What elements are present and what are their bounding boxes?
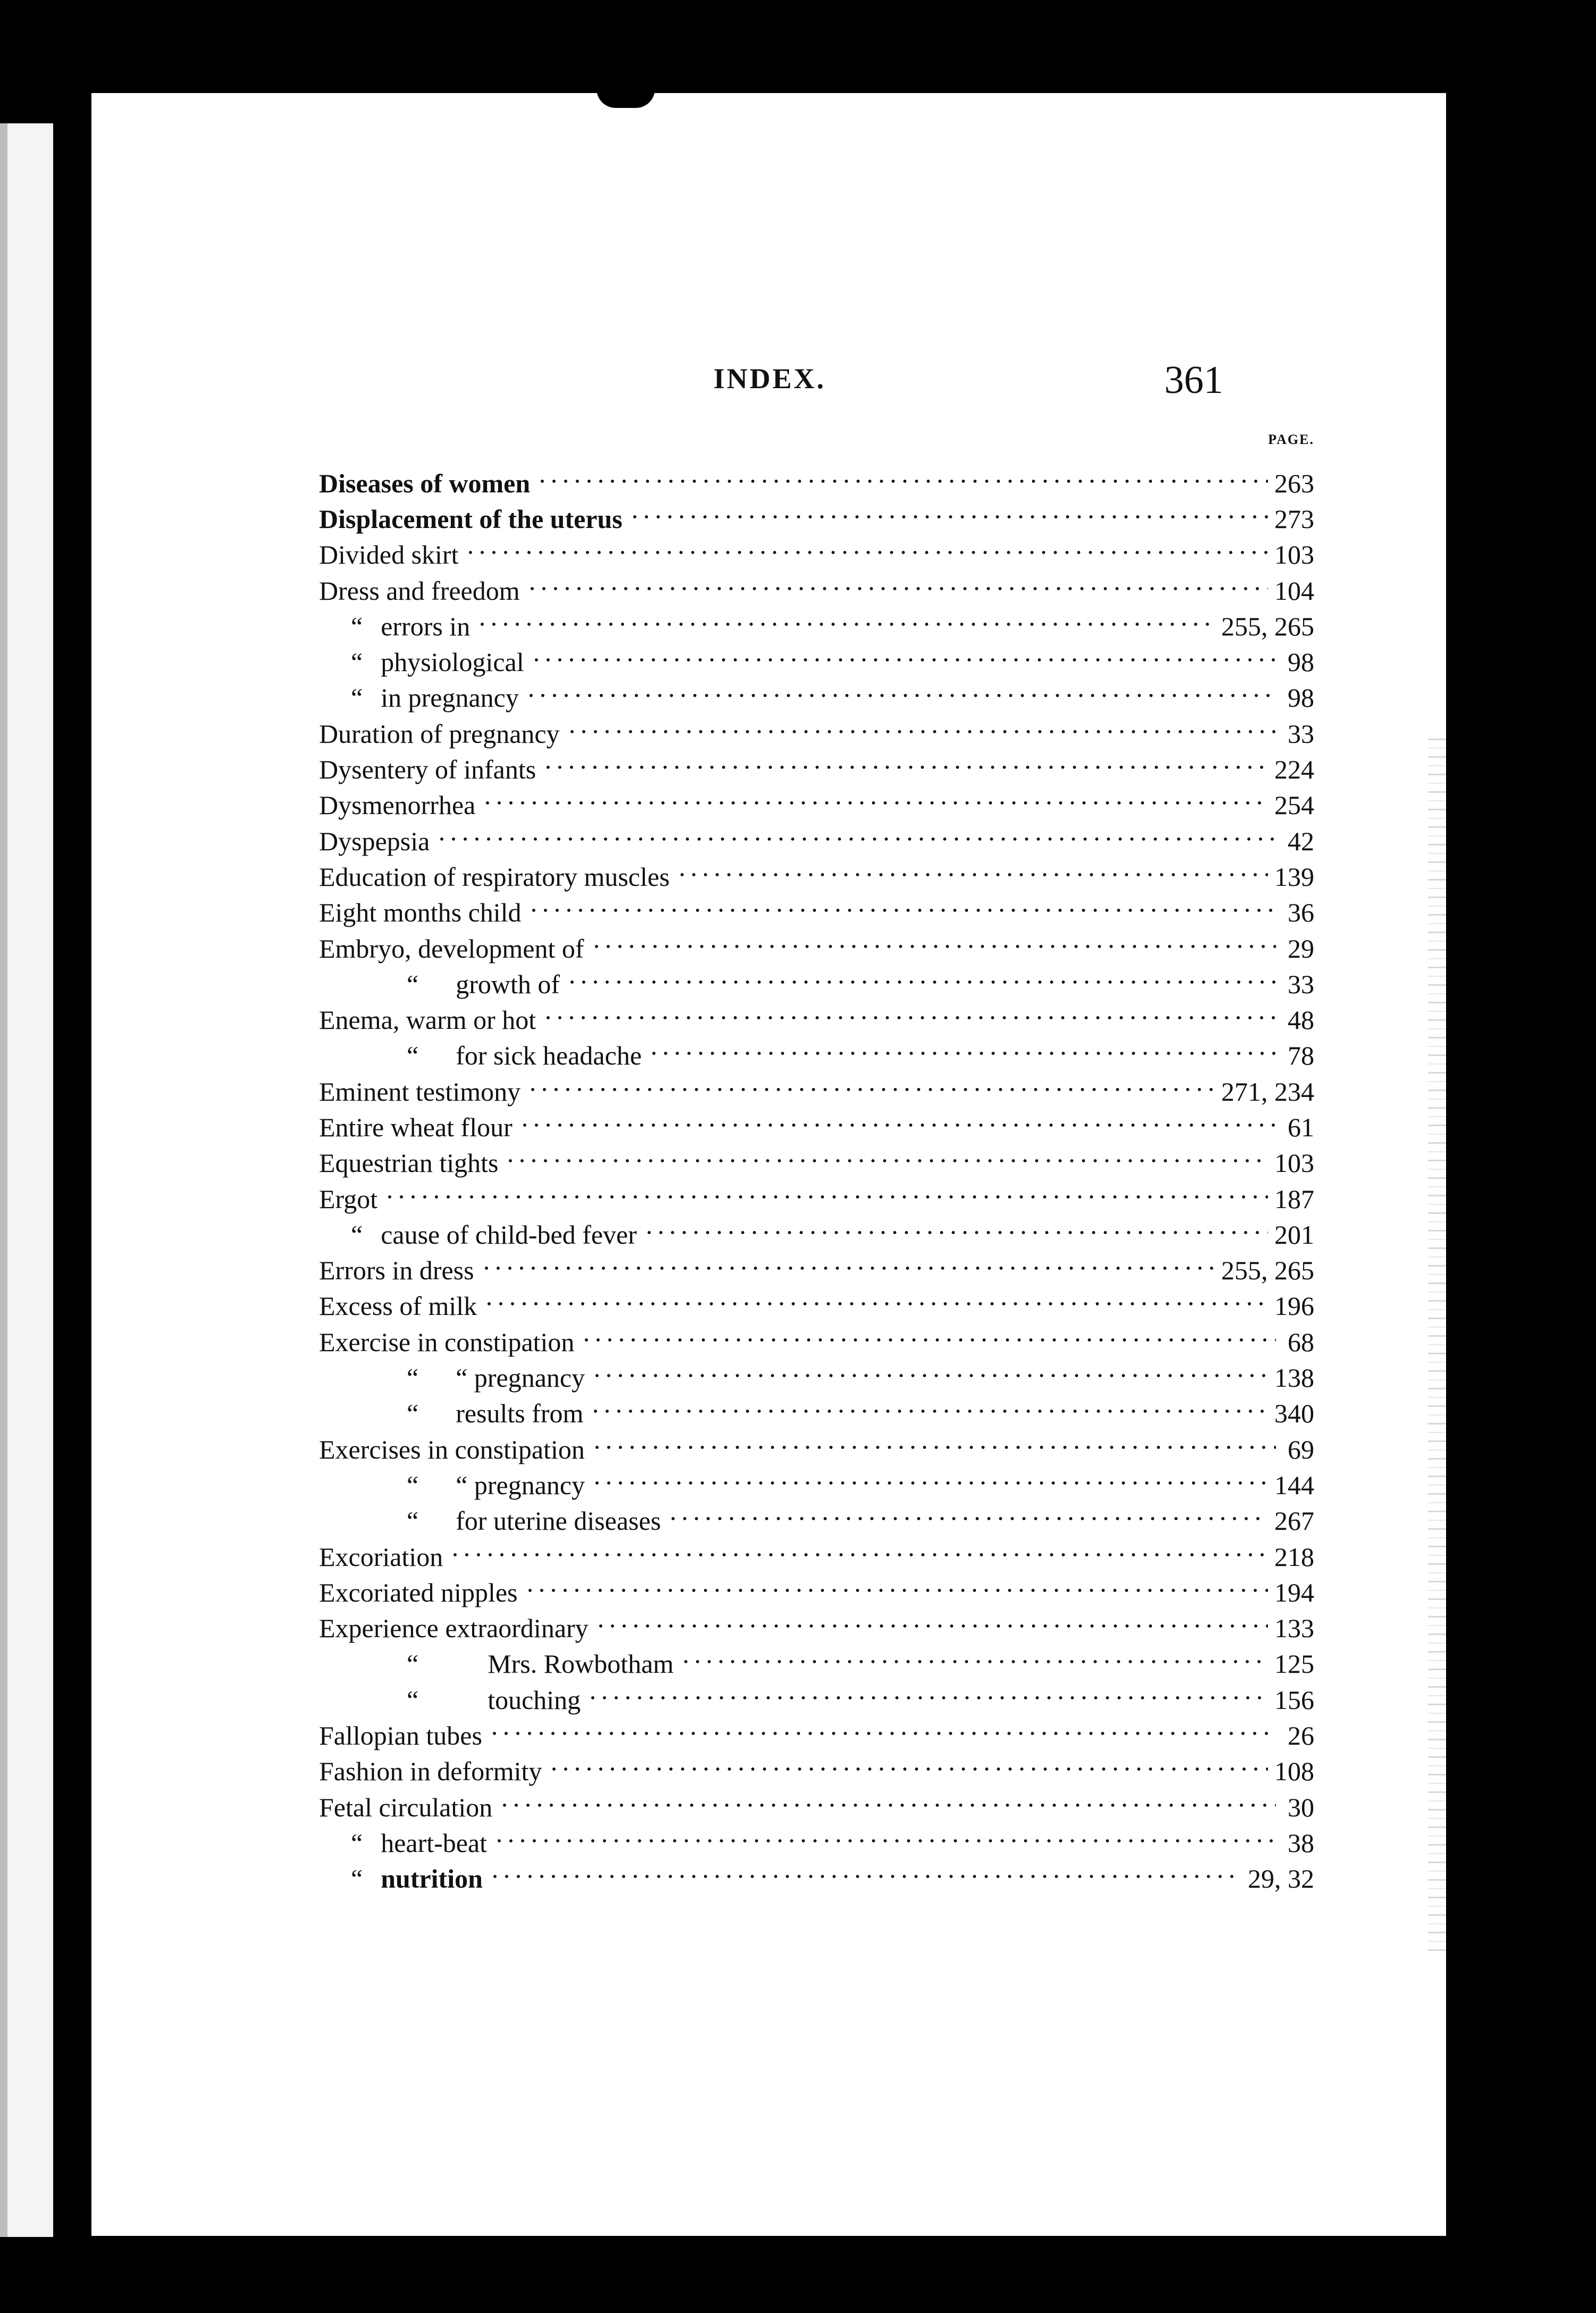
index-term: physiological [381, 647, 524, 677]
dot-leader [591, 1472, 1268, 1498]
index-term: nutrition [381, 1864, 483, 1894]
index-term: errors in [381, 611, 471, 641]
dot-leader [499, 1794, 1276, 1821]
index-entry [319, 751, 1314, 787]
index-entry [319, 1360, 1314, 1395]
index-entry [319, 1646, 1314, 1682]
dot-leader [489, 1865, 1241, 1892]
page-reference: 271, 234 [1221, 1076, 1314, 1107]
ditto-mark: “ [351, 1864, 363, 1894]
dot-leader [505, 1150, 1268, 1176]
index-term: growth of [456, 969, 560, 999]
dot-leader [493, 1830, 1276, 1856]
index-entry [319, 1574, 1314, 1610]
index-entry [319, 573, 1314, 608]
binding-mark [597, 89, 655, 108]
index-term: Mrs. Rowbotham [488, 1649, 674, 1679]
index-entry [319, 1109, 1314, 1145]
page-reference: 125 [1274, 1649, 1314, 1679]
index-entry [319, 1539, 1314, 1574]
page-reference: 194 [1274, 1577, 1314, 1607]
dot-leader [591, 935, 1276, 962]
index-entry-list [319, 465, 1314, 1897]
dot-leader [436, 828, 1276, 854]
index-entry [319, 1396, 1314, 1431]
page-reference: 42 [1288, 826, 1314, 856]
ditto-mark: “ [351, 683, 363, 713]
index-entry [319, 1717, 1314, 1753]
dot-leader [676, 864, 1268, 890]
ditto-mark: “ [351, 611, 363, 641]
index-entry [319, 1861, 1314, 1897]
index-entry [319, 465, 1314, 501]
index-entry [319, 931, 1314, 966]
index-entry [319, 716, 1314, 751]
index-entry [319, 1467, 1314, 1503]
page-reference: 69 [1288, 1434, 1314, 1464]
page-reference: 254 [1274, 790, 1314, 820]
index-entry [319, 644, 1314, 680]
index-entry [319, 1503, 1314, 1539]
ditto-mark: “ [407, 1041, 419, 1071]
index-term: Enema, warm or hot [319, 1005, 536, 1035]
dot-leader [542, 1007, 1276, 1033]
dot-leader [476, 613, 1215, 640]
page-reference: 138 [1274, 1363, 1314, 1393]
page-header [91, 358, 1446, 422]
page-reference: 218 [1274, 1541, 1314, 1572]
index-term: Eminent testimony [319, 1076, 521, 1107]
index-term: Experience extraordinary [319, 1613, 589, 1644]
dot-leader [519, 1114, 1276, 1141]
index-entry [319, 1789, 1314, 1825]
dot-leader [667, 1507, 1268, 1534]
dot-leader [643, 1221, 1268, 1248]
index-term: Dysmenorrhea [319, 790, 476, 820]
dot-leader [527, 1078, 1215, 1105]
page-number: 361 [1164, 358, 1223, 402]
index-term: Embryo, development of [319, 933, 584, 963]
index-term: Dress and freedom [319, 575, 520, 606]
index-term: results from [456, 1398, 584, 1429]
index-term: Diseases of women [319, 468, 531, 498]
dot-leader [528, 899, 1276, 926]
page-reference: 273 [1274, 504, 1314, 534]
index-term: Duration of pregnancy [319, 718, 560, 749]
index-entry [319, 1002, 1314, 1037]
index-term: Entire wheat flour [319, 1112, 513, 1142]
dot-leader [629, 506, 1268, 532]
index-entry [319, 1288, 1314, 1324]
index-term: in pregnancy [381, 683, 519, 713]
index-term: Dysentery of infants [319, 755, 536, 785]
index-term: Education of respiratory muscles [319, 861, 670, 892]
index-entry [319, 787, 1314, 823]
dot-leader [581, 1329, 1276, 1355]
index-term: touching [488, 1685, 581, 1715]
index-entry [319, 1038, 1314, 1074]
index-term: Excoriation [319, 1541, 443, 1572]
index-term: Fetal circulation [319, 1792, 493, 1822]
page-reference: 201 [1274, 1219, 1314, 1250]
adjacent-page-edge [0, 123, 53, 2237]
page-reference: 29 [1288, 933, 1314, 963]
dot-leader [465, 541, 1268, 568]
page-reference: 33 [1288, 969, 1314, 999]
running-title: INDEX. [713, 363, 826, 395]
index-term: for uterine diseases [456, 1506, 661, 1536]
index-term: cause of child-bed fever [381, 1219, 637, 1250]
index-entry [319, 895, 1314, 931]
page-reference: 29, 32 [1248, 1864, 1314, 1894]
dot-leader [590, 1400, 1268, 1427]
index-term: Fallopian tubes [319, 1721, 482, 1751]
ditto-mark: “ [407, 1470, 419, 1500]
page-reference: 187 [1274, 1184, 1314, 1214]
index-term: Exercise in constipation [319, 1327, 575, 1357]
index-term: Fashion in deformity [319, 1756, 542, 1787]
index-term: Eight months child [319, 898, 522, 928]
index-term: heart-beat [381, 1828, 488, 1858]
page-reference: 104 [1274, 575, 1314, 606]
index-entry [319, 1611, 1314, 1646]
ditto-mark: “ [407, 1649, 419, 1679]
dot-leader [566, 720, 1276, 747]
ditto-mark: “ [407, 1363, 419, 1393]
index-entry [319, 1324, 1314, 1360]
index-entry [319, 1682, 1314, 1717]
dot-leader [591, 1436, 1276, 1463]
ditto-mark: “ [407, 1685, 419, 1715]
dot-leader [566, 971, 1276, 998]
dot-leader [548, 1758, 1268, 1784]
dot-leader [489, 1722, 1276, 1749]
page-reference: 108 [1274, 1756, 1314, 1787]
page-reference: 26 [1288, 1721, 1314, 1751]
index-entry [319, 1825, 1314, 1861]
page-reference: 196 [1274, 1291, 1314, 1321]
dot-leader [680, 1650, 1268, 1677]
dot-leader [536, 470, 1268, 497]
dot-leader [481, 1257, 1215, 1284]
dot-leader [525, 684, 1276, 711]
page-reference: 38 [1288, 1828, 1314, 1858]
page-reference: 263 [1274, 468, 1314, 498]
dot-leader [483, 1293, 1268, 1319]
ditto-mark: “ [407, 1398, 419, 1429]
page-reference: 33 [1288, 718, 1314, 749]
page-reference: 103 [1274, 1148, 1314, 1178]
index-term: “ pregnancy [456, 1470, 585, 1500]
index-entry [319, 1253, 1314, 1288]
page-reference: 78 [1288, 1041, 1314, 1071]
dot-leader [595, 1615, 1268, 1641]
page-edge-texture [1428, 731, 1446, 1954]
page-reference: 144 [1274, 1470, 1314, 1500]
page-reference: 68 [1288, 1327, 1314, 1357]
dot-leader [384, 1186, 1268, 1212]
page-reference: 103 [1274, 540, 1314, 570]
index-entry [319, 501, 1314, 537]
dot-leader [524, 1579, 1269, 1606]
index-entry [319, 859, 1314, 894]
index-entry [319, 1074, 1314, 1109]
dot-leader [531, 649, 1276, 675]
page-reference: 61 [1288, 1112, 1314, 1142]
dot-leader [648, 1042, 1276, 1069]
index-entry [319, 537, 1314, 573]
index-entry [319, 1217, 1314, 1252]
index-entry [319, 1181, 1314, 1217]
page-reference: 36 [1288, 898, 1314, 928]
index-term: Ergot [319, 1184, 378, 1214]
dot-leader [526, 577, 1268, 604]
page-reference: 98 [1288, 683, 1314, 713]
index-term: Excoriated nipples [319, 1577, 518, 1607]
ditto-mark: “ [407, 969, 419, 999]
index-term: Errors in dress [319, 1255, 474, 1286]
dot-leader [587, 1687, 1268, 1713]
ditto-mark: “ [351, 1219, 363, 1250]
index-entry [319, 680, 1314, 716]
index-entry [319, 1754, 1314, 1789]
page-reference: 267 [1274, 1506, 1314, 1536]
index-entry [319, 1145, 1314, 1181]
page-reference: 48 [1288, 1005, 1314, 1035]
index-term: Divided skirt [319, 540, 459, 570]
dot-leader [449, 1544, 1268, 1570]
page-reference: 133 [1274, 1613, 1314, 1644]
index-term: Equestrian tights [319, 1148, 499, 1178]
page-column-label: PAGE. [1268, 432, 1314, 447]
page-reference: 139 [1274, 861, 1314, 892]
index-term: Exercises in constipation [319, 1434, 585, 1464]
index-entry [319, 966, 1314, 1002]
page-reference: 255, 265 [1221, 611, 1314, 641]
dot-leader [591, 1364, 1268, 1391]
index-entry [319, 1431, 1314, 1467]
index-term: for sick headache [456, 1041, 642, 1071]
book-page [91, 93, 1446, 2236]
index-entry [319, 823, 1314, 859]
dot-leader [542, 756, 1268, 783]
dot-leader [482, 792, 1268, 818]
index-term: Excess of milk [319, 1291, 477, 1321]
index-term: Dyspepsia [319, 826, 430, 856]
index-term: Displacement of the uterus [319, 504, 623, 534]
page-reference: 255, 265 [1221, 1255, 1314, 1286]
index-term: “ pregnancy [456, 1363, 585, 1393]
page-reference: 156 [1274, 1685, 1314, 1715]
page-reference: 340 [1274, 1398, 1314, 1429]
index-entry [319, 608, 1314, 644]
page-reference: 224 [1274, 755, 1314, 785]
ditto-mark: “ [351, 1828, 363, 1858]
ditto-mark: “ [351, 647, 363, 677]
page-reference: 98 [1288, 647, 1314, 677]
ditto-mark: “ [407, 1506, 419, 1536]
page-reference: 30 [1288, 1792, 1314, 1822]
